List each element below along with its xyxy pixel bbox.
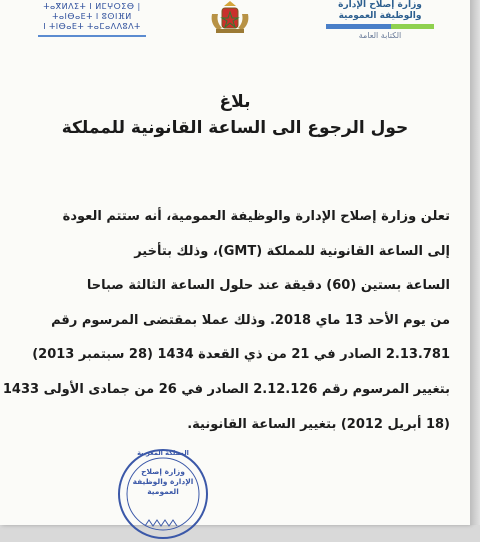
ministry-color-bar	[326, 24, 434, 29]
header-ministry-block	[318, 0, 442, 41]
body-line: (18 أبريل 2012) بتغيير الساعة القانونية.	[187, 416, 450, 432]
tifinagh-line-2: ⵏ ⵜⵏⴱⴰⴹⵜ ⵜⴰⵎⴰⴷⴷⵓⴷⵜ	[43, 22, 141, 31]
body-line: الساعة بستين (60) دقيقة عند حلول الساعة الثالثة صباحا	[86, 278, 450, 294]
royal-coat-of-arms-icon	[208, 0, 252, 34]
header-rule	[38, 35, 146, 37]
body-line: إلى الساعة القانونية للمملكة (GMT)، وذلك بتأخير	[134, 243, 450, 259]
stamp-kingdom-label: المملكة المغربية	[137, 449, 189, 457]
page-edge-shadow	[470, 0, 480, 525]
tifinagh-line-1: ⵜⴰⴳⵍⴷⵉⵜ ⵏ ⵍⵎⵖⵔⵉⴱ | ⵜⴰⵏⴱⴰⴹⵜ ⵏ ⵓⵙⵏⴼⵍ	[43, 2, 141, 21]
stamp-line-1: وزارة إصلاح	[141, 467, 185, 476]
document-subtitle: حول الرجوع الى الساعة القانونية للمملكة	[61, 118, 409, 138]
body-line: من يوم الأحد 13 ماي 2018. وذلك عملا بمقتضى المرسوم رقم	[51, 312, 450, 328]
stamp-line-3: العمومية	[147, 487, 179, 496]
secretariat-label: الكتابة العامة	[358, 31, 402, 40]
stamp-line-2: الإدارة والوظيفة	[132, 477, 194, 486]
document-title: بلاغ	[219, 92, 251, 112]
body-line: بتغيير المرسوم رقم 2.12.126 الصادر في 26 من جمادى الأولى 1433	[2, 381, 450, 397]
ministry-name-line-2: والوظيفة العمومية	[338, 11, 422, 21]
announcement-body	[2, 200, 450, 442]
body-line: تعلن وزارة إصلاح الإدارة والوظيفة العمومية، أنه ستتم العودة	[62, 209, 450, 224]
header-tifinagh-block	[32, 2, 152, 37]
ministry-name-line-1: وزارة إصلاح الإدارة	[338, 0, 422, 10]
stamp-ministry-text	[128, 467, 198, 497]
body-line: 2.13.781 الصادر في 21 من ذي القعدة 1434 (28 سبتمبر 2013)	[32, 347, 450, 363]
